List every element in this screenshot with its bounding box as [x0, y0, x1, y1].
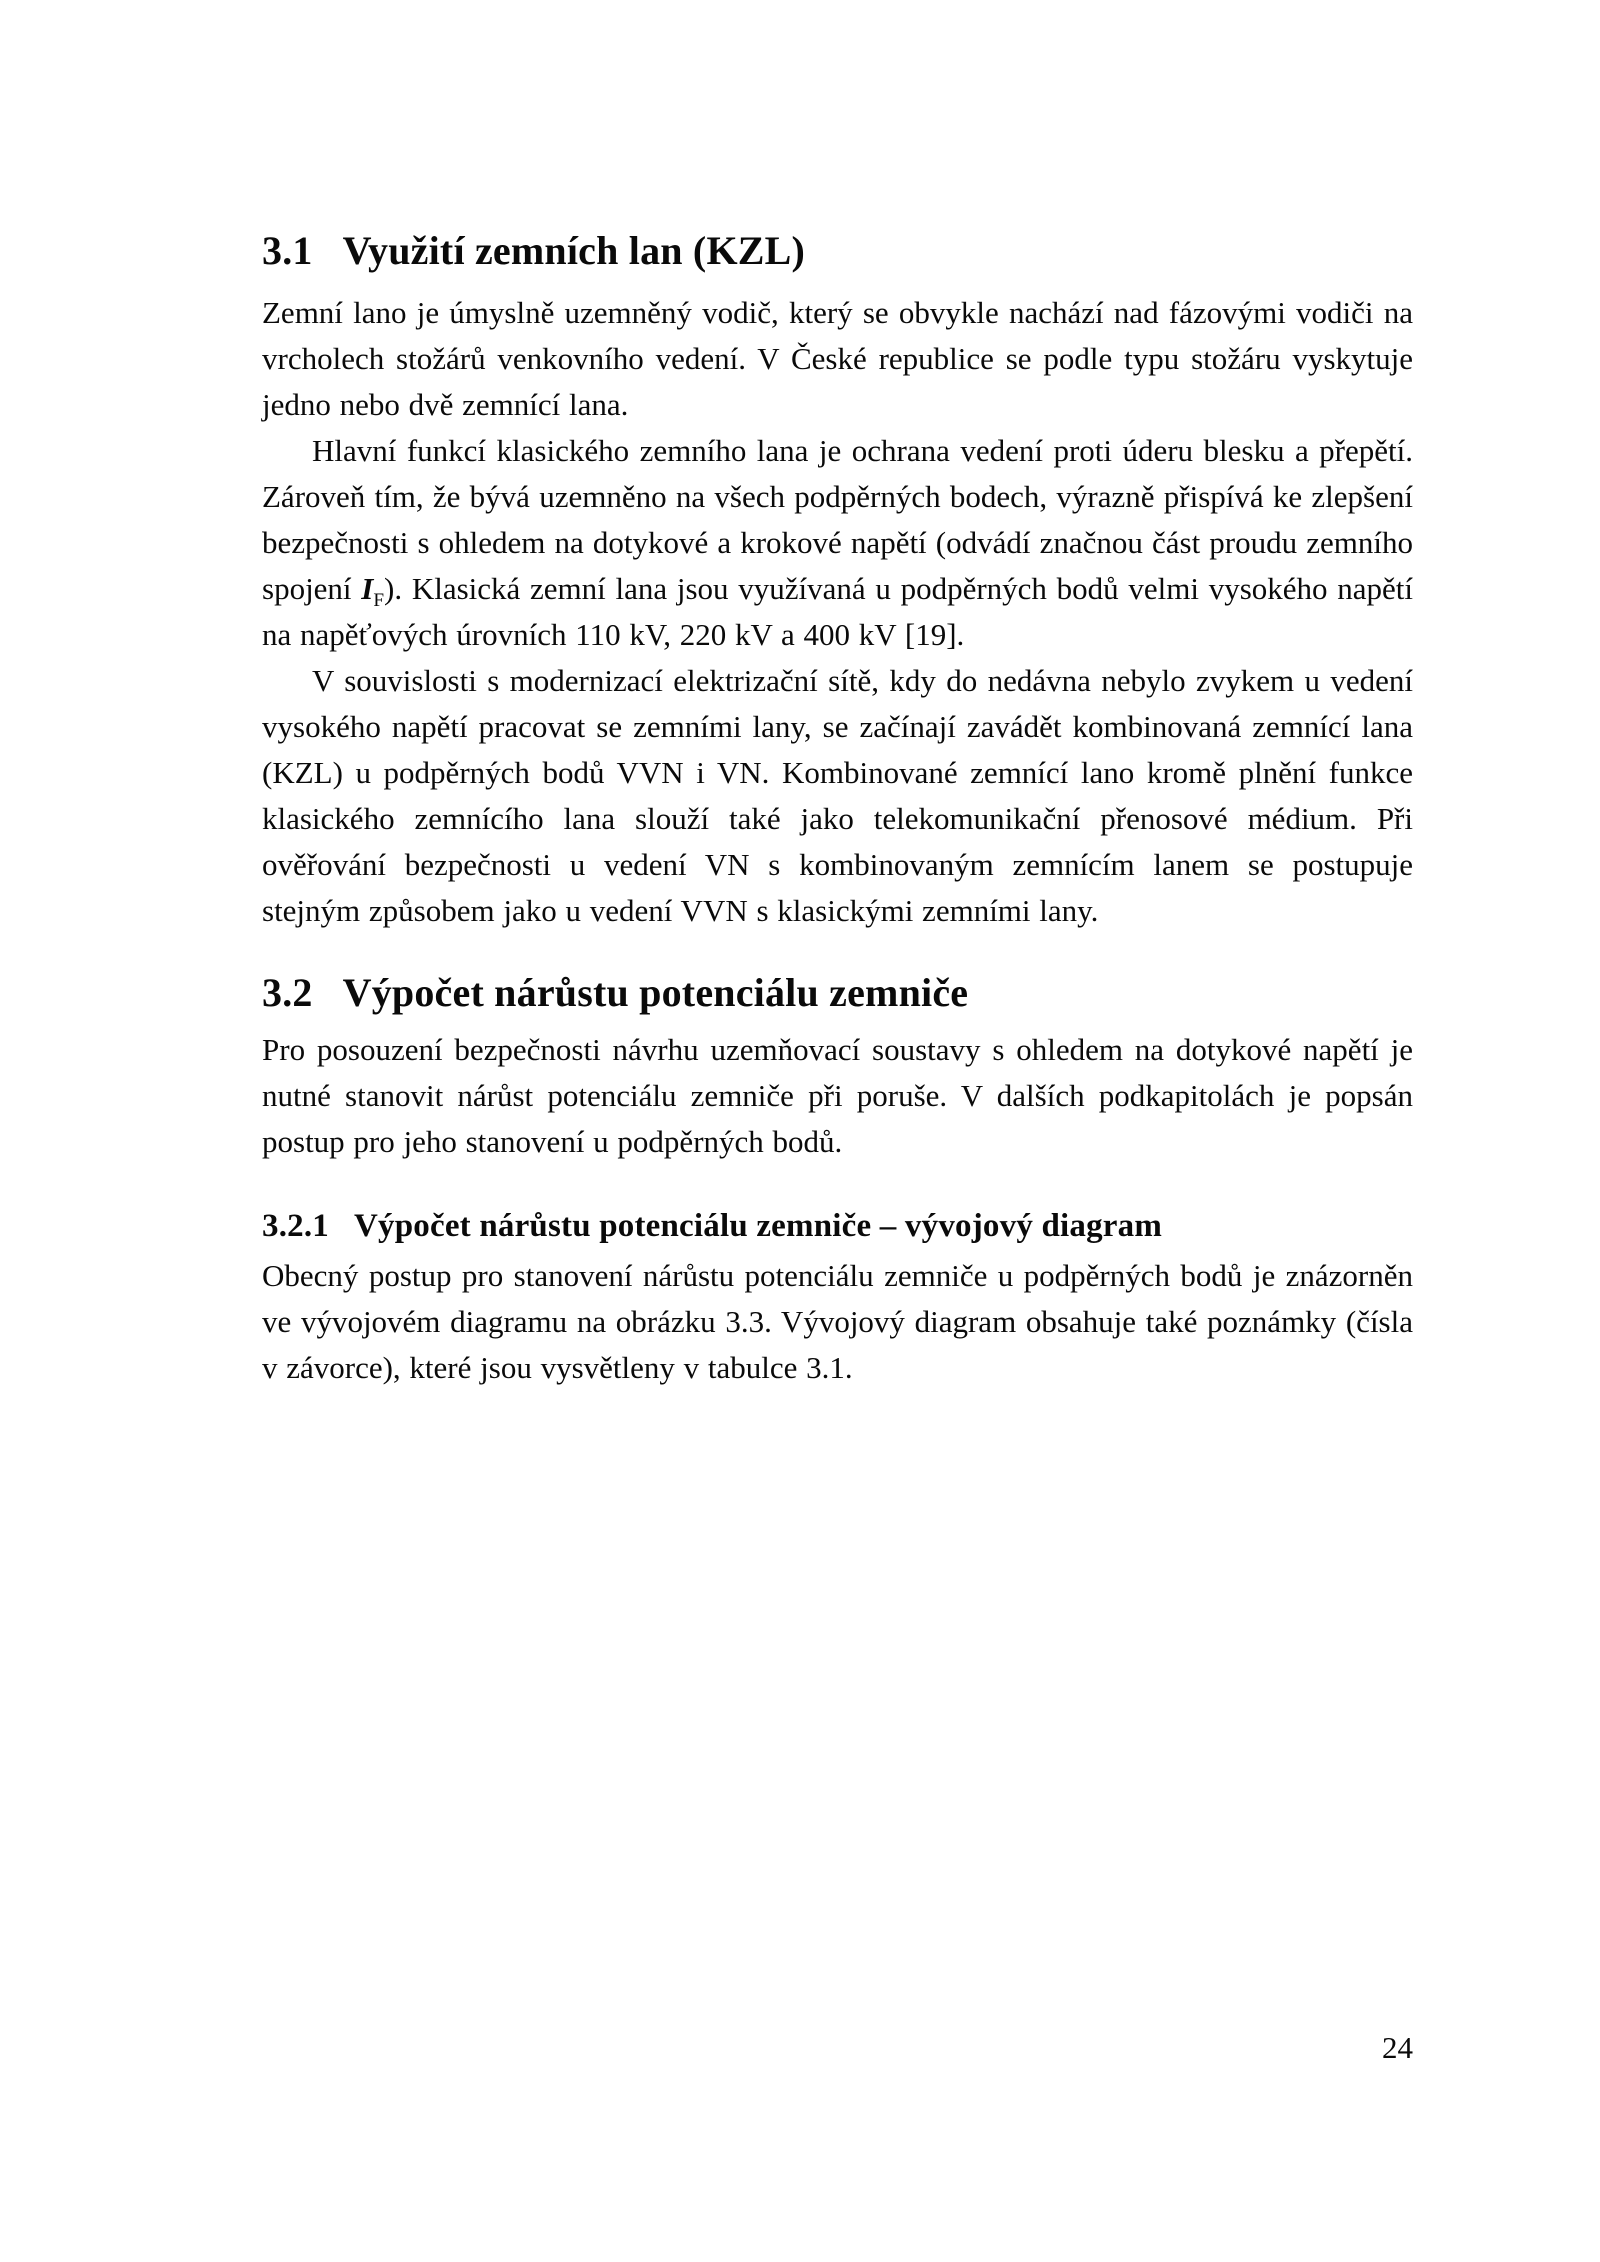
section-3-2-number: 3.2 — [262, 970, 313, 1015]
section-3-1-number: 3.1 — [262, 228, 313, 273]
page-number: 24 — [1382, 2030, 1413, 2065]
section-3-1-paragraph-1: Zemní lano je úmyslně uzemněný vodič, který se obvykle nachází nad fázovými vodiči na vrcholech stožárů venkovního vedení. V České republice se podle typu stožáru vyskytuje jedno nebo dvě zemnící lana. — [262, 295, 1413, 422]
section-3-1-title: Využití zemních lan (KZL) — [342, 228, 806, 273]
symbol-subscript-F: F — [373, 590, 385, 612]
section-3-1-paragraph-2 — [262, 428, 1413, 658]
section-3-2-1-title: Výpočet nárůstu potenciálu zemniče – vývojový diagram — [354, 1208, 1163, 1244]
section-3-2-paragraph-1: Pro posouzení bezpečnosti návrhu uzemňovací soustavy s ohledem na dotykové napětí je nutné stanovit nárůst potenciálu zemniče při poruše. V dalších podkapitolách je popsán postup pro jeho stanovení u podpěrných bodů. — [262, 1032, 1413, 1159]
section-3-2-1-heading — [262, 1206, 1413, 1246]
section-3-1-heading — [262, 228, 1413, 274]
paragraph-text: ). Klasická zemní lana jsou využívaná u podpěrných bodů velmi vysokého napětí na napěťových úrovních 110 kV, 220 kV a 400 kV [19]. — [262, 571, 1413, 652]
section-3-2-1-paragraph-1: Obecný postup pro stanovení nárůstu potenciálu zemniče u podpěrných bodů je znázorněn ve vývojovém diagramu na obrázku 3.3. Vývojový diagram obsahuje také poznámky (čísla v závorce), které jsou vysvětleny v tabulce 3.1. — [262, 1258, 1413, 1385]
fault-current-symbol — [361, 571, 385, 612]
section-3-2-title: Výpočet nárůstu potenciálu zemniče — [342, 970, 969, 1015]
section-3-2-heading — [262, 970, 1413, 1016]
paragraph-text: Hlavní funkcí klasického zemního lana je ochrana vedení proti úderu blesku a přepětí. Zároveň tím, že bývá uzemněno na všech podpěrných bodech, výrazně přispívá ke zlepšení bezpečnosti s ohledem na dotykové a krokové napětí (odvádí značnou část proudu zemního spojení — [262, 433, 1413, 606]
symbol-I: I — [361, 571, 374, 606]
section-3-2-1-number: 3.2.1 — [262, 1208, 329, 1244]
section-3-1-paragraph-3: V souvislosti s modernizací elektrizační sítě, kdy do nedávna nebylo zvykem u vedení vysokého napětí pracovat se zemními lany, se začínají zavádět kombinovaná zemnící lana (KZL) u podpěrných bodů VVN i VN. Kombinované zemnící lano kromě plnění funkce klasického zemnícího lana slouží také jako telekomunikační přenosové médium. Při ověřování bezpečnosti u vedení VN s kombinovaným zemnícím lanem se postupuje stejným způsobem jako u vedení VVN s klasickými zemními lany. — [262, 663, 1413, 928]
